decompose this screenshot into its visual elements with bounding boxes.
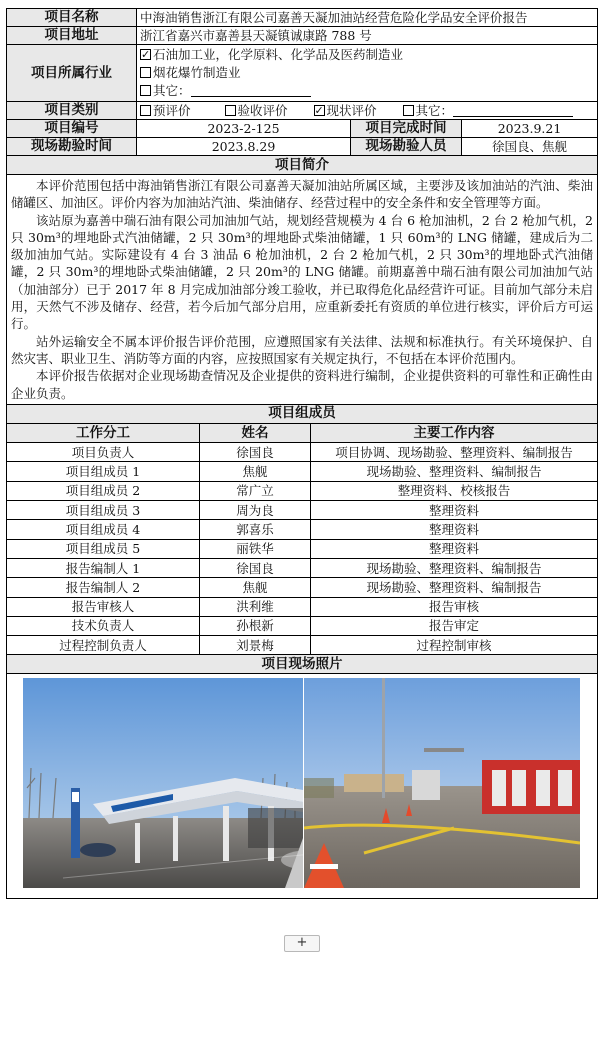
member-work: 整理资料 <box>311 501 598 520</box>
intro-paragraph: 本评价报告依据对企业现场勘查情况及企业提供的资料进行编制，企业提供资料的可靠性和正确性由企业负责。 <box>11 368 594 401</box>
intro-heading: 项目简介 <box>7 156 598 175</box>
member-work: 现场勘验、整理资料、编制报告 <box>311 558 598 577</box>
member-role: 项目组成员 2 <box>7 481 200 500</box>
member-name: 周为良 <box>200 501 311 520</box>
member-row <box>7 616 598 635</box>
member-row <box>7 597 598 616</box>
industry-other-blank[interactable] <box>191 84 311 97</box>
member-role: 项目组成员 1 <box>7 462 200 481</box>
project-industry-label: 项目所属行业 <box>7 45 137 102</box>
intro-paragraph: 该站原为嘉善中瑞石油有限公司加油加气站，规划经营规模为 4 台 6 枪加油机，2 台 2 枪加气机，2 只 30m³的埋地卧式汽油储罐，2 只 30m³的埋地卧式柴油储罐，1 只 60m³的 LNG 储罐，建成后为二级加油加气站。实际建设有 4 台 3 油品 6 枪加油机，2 台 2 枪加气机，2 只 30m³的埋地卧式汽油储罐，2 只 30m³的埋地卧式柴油储罐，2 只 20m³的 LNG 储罐。前期嘉善中瑞石油有限公司加油加气站（加油部分）已于 2017 年 8 月完成加油部分竣工验收，并已取得危化品经营许可证。目前加气部分未启用，天然气不涉及储存、经营，若今后加气部分启用，应重新委托有资质的单位进行核实，评价后方可运行。 <box>11 212 594 332</box>
member-name: 焦舰 <box>200 462 311 481</box>
report-document <box>6 8 597 899</box>
member-name: 孙根新 <box>200 616 311 635</box>
member-work: 报告审核 <box>311 597 598 616</box>
members-heading: 项目组成员 <box>7 404 598 423</box>
photos-cell <box>7 674 598 899</box>
project-address-value: 浙江省嘉兴市嘉善县天凝镇诚康路 788 号 <box>137 27 598 45</box>
member-row <box>7 501 598 520</box>
member-name: 刘景梅 <box>200 636 311 655</box>
intro-paragraph: 本评价范围包括中海油销售浙江有限公司嘉善天凝加油站所属区域，主要涉及该加油站的汽油、柴油储罐区、加油区。评价内容为加油站汽油、柴油储存、经营过程中的安全条件和安全管理等方面。 <box>11 178 594 211</box>
complete-time-label: 项目完成时间 <box>351 120 462 138</box>
member-name: 常广立 <box>200 481 311 500</box>
member-name: 徐国良 <box>200 443 311 462</box>
industry-option-other[interactable]: 其它： <box>140 82 594 100</box>
member-name: 徐国良 <box>200 558 311 577</box>
intro-paragraph: 站外运输安全不属本评价报告评价范围，应遵照国家有关法律、法规和标准执行。有关环境保护、自然灾害、职业卫生、消防等方面的内容，应按照国家有关规定执行，不包括在本评价范围内。 <box>11 333 594 366</box>
survey-people-label: 现场勘验人员 <box>351 138 462 156</box>
member-name: 丽铁华 <box>200 539 311 558</box>
member-role: 报告审核人 <box>7 597 200 616</box>
member-role: 技术负责人 <box>7 616 200 635</box>
category-options <box>137 102 598 120</box>
project-number-value: 2023-2-125 <box>137 120 351 138</box>
member-rows <box>7 443 598 655</box>
checkbox-icon[interactable] <box>225 105 236 116</box>
member-row <box>7 443 598 462</box>
add-row-button[interactable]: + <box>284 935 320 952</box>
complete-time-value: 2023.9.21 <box>462 120 598 138</box>
member-name: 焦舰 <box>200 578 311 597</box>
project-category-label: 项目类别 <box>7 102 137 120</box>
checkbox-icon[interactable] <box>140 67 151 78</box>
member-role: 项目组成员 5 <box>7 539 200 558</box>
category-option-pre[interactable]: 预评价 <box>140 103 191 118</box>
member-role: 过程控制负责人 <box>7 636 200 655</box>
photos-heading: 项目现场照片 <box>7 655 598 674</box>
member-role: 项目负责人 <box>7 443 200 462</box>
member-role: 报告编制人 1 <box>7 558 200 577</box>
project-address-label: 项目地址 <box>7 27 137 45</box>
site-photo-yard <box>304 678 580 888</box>
col-header-work: 主要工作内容 <box>311 423 598 442</box>
member-row <box>7 539 598 558</box>
member-work: 现场勘验、整理资料、编制报告 <box>311 578 598 597</box>
project-number-label: 项目编号 <box>7 120 137 138</box>
members-table <box>6 404 598 900</box>
category-other-blank[interactable] <box>453 104 573 117</box>
member-row <box>7 636 598 655</box>
member-work: 整理资料 <box>311 539 598 558</box>
member-row <box>7 520 598 539</box>
member-name: 洪利维 <box>200 597 311 616</box>
member-row <box>7 462 598 481</box>
col-header-role: 工作分工 <box>7 423 200 442</box>
member-name: 郭喜乐 <box>200 520 311 539</box>
intro-body <box>7 175 598 405</box>
project-name-value: 中海油销售浙江有限公司嘉善天凝加油站经营危险化学品安全评价报告 <box>137 9 598 27</box>
checkbox-checked-icon[interactable] <box>140 49 151 60</box>
category-option-acceptance[interactable]: 验收评价 <box>225 103 288 118</box>
project-name-label: 项目名称 <box>7 9 137 27</box>
survey-time-value: 2023.8.29 <box>137 138 351 156</box>
category-option-current[interactable]: ✓ 现状评价 <box>314 103 377 118</box>
col-header-name: 姓名 <box>200 423 311 442</box>
site-photo-canopy <box>23 678 303 888</box>
checkbox-icon[interactable] <box>403 105 414 116</box>
member-work: 整理资料 <box>311 520 598 539</box>
checkbox-checked-icon[interactable] <box>314 105 325 116</box>
member-work: 过程控制审核 <box>311 636 598 655</box>
member-work: 项目协调、现场勘验、整理资料、编制报告 <box>311 443 598 462</box>
member-role: 项目组成员 4 <box>7 520 200 539</box>
checkbox-icon[interactable] <box>140 105 151 116</box>
member-row <box>7 578 598 597</box>
member-work: 报告审定 <box>311 616 598 635</box>
checkbox-icon[interactable] <box>140 85 151 96</box>
member-work: 整理资料、校核报告 <box>311 481 598 500</box>
industry-option-petrochem[interactable]: ✓石油加工业，化学原料、化学品及医药制造业 <box>140 46 594 64</box>
survey-time-label: 现场勘验时间 <box>7 138 137 156</box>
industry-option-fireworks[interactable]: 烟花爆竹制造业 <box>140 64 594 82</box>
category-option-other[interactable]: 其它： <box>403 103 574 118</box>
member-work: 现场勘验、整理资料、编制报告 <box>311 462 598 481</box>
industry-options <box>137 45 598 102</box>
member-role: 项目组成员 3 <box>7 501 200 520</box>
member-row <box>7 558 598 577</box>
member-row <box>7 481 598 500</box>
member-role: 报告编制人 2 <box>7 578 200 597</box>
project-info-table <box>6 8 598 405</box>
survey-people-value: 徐国良、焦舰 <box>462 138 598 156</box>
